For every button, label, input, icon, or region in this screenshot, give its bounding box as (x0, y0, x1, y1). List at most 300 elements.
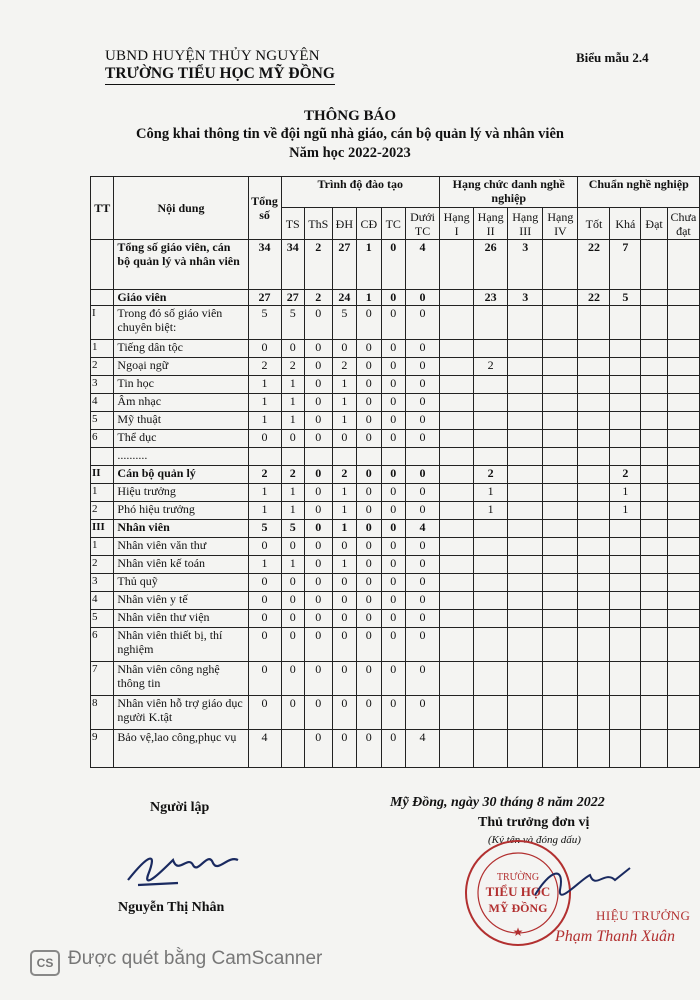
row-value: 1 (248, 412, 281, 430)
row-value: 0 (381, 520, 405, 538)
row-value: 0 (406, 484, 440, 502)
sign-note: (Ký tên và đóng dấu) (488, 834, 581, 846)
row-value: 2 (248, 466, 281, 484)
row-value (543, 358, 578, 376)
row-value: 0 (406, 306, 440, 340)
row-value: 24 (332, 290, 356, 306)
table-row (91, 592, 700, 610)
row-label: Nhân viên công nghệ thông tin (114, 662, 248, 696)
row-value (641, 538, 668, 556)
table-row (91, 520, 700, 538)
row-value: 0 (304, 484, 332, 502)
row-value: 0 (357, 466, 381, 484)
row-value (543, 466, 578, 484)
row-value: 0 (381, 484, 405, 502)
row-value (248, 448, 281, 466)
row-value: 0 (248, 340, 281, 358)
row-label: Phó hiệu trưởng (114, 502, 248, 520)
row-value (667, 340, 699, 358)
row-value (508, 430, 543, 448)
svg-text:★: ★ (512, 925, 524, 939)
row-value: 22 (578, 290, 610, 306)
row-value: 0 (357, 574, 381, 592)
col-hang: Hạng chức danh nghề nghiệp (440, 177, 578, 208)
row-value: 0 (304, 502, 332, 520)
row-value (667, 538, 699, 556)
row-value (508, 574, 543, 592)
col-tt: TT (91, 177, 114, 240)
row-value: 0 (381, 662, 405, 696)
row-number: 1 (91, 484, 114, 502)
row-value: 0 (357, 730, 381, 768)
row-value: 0 (381, 240, 405, 290)
preparer-label: Người lập (150, 800, 210, 815)
row-value (578, 394, 610, 412)
row-value (667, 520, 699, 538)
row-value (508, 610, 543, 628)
row-number: 2 (91, 502, 114, 520)
row-label: Trong đó số giáo viên chuyên biệt: (114, 306, 248, 340)
table-row (91, 448, 700, 466)
row-value: 0 (332, 430, 356, 448)
row-value (474, 520, 508, 538)
row-value (667, 484, 699, 502)
col-tongso: Tổng số (248, 177, 281, 240)
row-value: 1 (332, 502, 356, 520)
row-value (667, 574, 699, 592)
row-number: 6 (91, 628, 114, 662)
row-value (610, 306, 641, 340)
row-value: 0 (281, 538, 304, 556)
row-value (508, 628, 543, 662)
row-label: Tổng số giáo viên, cán bộ quản lý và nhân viên (114, 240, 248, 290)
row-value: 0 (248, 628, 281, 662)
row-value: 1 (248, 502, 281, 520)
row-value (543, 448, 578, 466)
row-value: 0 (406, 290, 440, 306)
col-sub-header: Hạng IV (543, 208, 578, 240)
row-value (578, 502, 610, 520)
row-value (578, 430, 610, 448)
row-value (641, 466, 668, 484)
row-label: Ngoại ngữ (114, 358, 248, 376)
row-value (474, 376, 508, 394)
row-value (667, 412, 699, 430)
row-value (641, 662, 668, 696)
table-row (91, 430, 700, 448)
table-row (91, 376, 700, 394)
row-value: 0 (332, 696, 356, 730)
row-value (641, 730, 668, 768)
row-value (508, 730, 543, 768)
row-value (641, 306, 668, 340)
row-value: 0 (332, 574, 356, 592)
row-value: 0 (304, 306, 332, 340)
row-value (474, 430, 508, 448)
row-label: Nhân viên thiết bị, thí nghiệm (114, 628, 248, 662)
row-number: 2 (91, 358, 114, 376)
row-value (578, 340, 610, 358)
row-value (508, 306, 543, 340)
row-value: 0 (304, 662, 332, 696)
row-value: 1 (332, 520, 356, 538)
row-value (543, 430, 578, 448)
row-value (508, 592, 543, 610)
row-value (578, 592, 610, 610)
row-value: 0 (357, 340, 381, 358)
row-value: 0 (357, 610, 381, 628)
principal-title: HIỆU TRƯỞNG (596, 908, 691, 923)
row-number: 8 (91, 696, 114, 730)
row-value (440, 520, 474, 538)
row-value: 27 (332, 240, 356, 290)
row-value (543, 290, 578, 306)
row-value: 0 (332, 628, 356, 662)
row-value (440, 394, 474, 412)
row-value: 0 (357, 502, 381, 520)
row-label: Nhân viên kế toán (114, 556, 248, 574)
row-value (610, 520, 641, 538)
row-value: 0 (332, 610, 356, 628)
row-number: III (91, 520, 114, 538)
row-label: Tin học (114, 376, 248, 394)
row-value (610, 430, 641, 448)
row-value (543, 240, 578, 290)
row-value: 0 (357, 662, 381, 696)
row-value: 0 (406, 592, 440, 610)
row-value (610, 448, 641, 466)
row-value (474, 448, 508, 466)
row-value: 1 (281, 556, 304, 574)
row-value: 0 (332, 662, 356, 696)
row-value: 0 (281, 340, 304, 358)
row-value: 0 (281, 430, 304, 448)
row-value (667, 730, 699, 768)
row-value: 0 (304, 696, 332, 730)
row-value (667, 448, 699, 466)
row-label: Bảo vệ,lao công,phục vụ (114, 730, 248, 768)
col-sub-header: ĐH (332, 208, 356, 240)
row-value: 1 (281, 412, 304, 430)
row-value: 7 (610, 240, 641, 290)
row-value: 0 (281, 592, 304, 610)
row-label: Thủ quỹ (114, 574, 248, 592)
row-value (667, 696, 699, 730)
row-value (332, 448, 356, 466)
row-value (474, 556, 508, 574)
row-value: 0 (406, 556, 440, 574)
row-value: 0 (304, 520, 332, 538)
row-value (578, 730, 610, 768)
staff-table (90, 176, 700, 768)
row-value (543, 696, 578, 730)
row-value: 0 (381, 290, 405, 306)
row-value (281, 730, 304, 768)
row-value (508, 538, 543, 556)
table-row (91, 538, 700, 556)
row-value (543, 556, 578, 574)
row-value: 1 (332, 394, 356, 412)
row-value: 0 (357, 306, 381, 340)
row-value: 5 (332, 306, 356, 340)
row-value (474, 610, 508, 628)
row-value (543, 376, 578, 394)
row-value: 1 (281, 376, 304, 394)
doc-title: THÔNG BÁO (303, 108, 397, 124)
row-value (543, 662, 578, 696)
row-value: 23 (474, 290, 508, 306)
row-value: 1 (474, 484, 508, 502)
row-value: 2 (332, 466, 356, 484)
preparer-signature (118, 835, 248, 895)
row-value: 5 (281, 306, 304, 340)
row-value (578, 376, 610, 394)
row-value (440, 730, 474, 768)
row-value (440, 430, 474, 448)
row-value: 0 (381, 730, 405, 768)
row-value (543, 730, 578, 768)
row-number: 6 (91, 430, 114, 448)
table-row (91, 412, 700, 430)
row-label: Thể dục (114, 430, 248, 448)
row-value: 0 (357, 592, 381, 610)
row-value (543, 610, 578, 628)
row-value (578, 574, 610, 592)
row-value (610, 628, 641, 662)
table-row (91, 730, 700, 768)
row-value (641, 574, 668, 592)
row-value (440, 340, 474, 358)
row-value: 0 (248, 538, 281, 556)
row-value (508, 484, 543, 502)
row-value: 0 (304, 556, 332, 574)
row-value (406, 448, 440, 466)
row-value (578, 628, 610, 662)
row-value: 2 (281, 466, 304, 484)
row-value: 2 (332, 358, 356, 376)
row-value: 2 (248, 358, 281, 376)
row-value: 4 (406, 730, 440, 768)
table-row (91, 556, 700, 574)
row-value (610, 358, 641, 376)
row-value: 0 (357, 628, 381, 662)
row-value: 1 (281, 502, 304, 520)
row-value: 0 (248, 610, 281, 628)
col-sub-header: Dưới TC (406, 208, 440, 240)
row-value (508, 556, 543, 574)
row-number: I (91, 306, 114, 340)
row-number: 1 (91, 538, 114, 556)
row-value: 0 (381, 306, 405, 340)
row-value: 0 (304, 430, 332, 448)
table-row (91, 662, 700, 696)
table-row (91, 340, 700, 358)
row-value: 1 (332, 412, 356, 430)
row-value (440, 290, 474, 306)
row-value (440, 502, 474, 520)
row-value (543, 574, 578, 592)
row-value: 0 (357, 412, 381, 430)
row-value: 2 (304, 290, 332, 306)
row-value (641, 412, 668, 430)
row-value (641, 240, 668, 290)
row-value: 0 (304, 394, 332, 412)
row-value: 0 (406, 628, 440, 662)
row-value (440, 574, 474, 592)
row-value (440, 448, 474, 466)
row-value (641, 592, 668, 610)
table-row (91, 306, 700, 340)
col-sub-header: TC (381, 208, 405, 240)
row-value: 1 (357, 240, 381, 290)
row-value: 0 (406, 412, 440, 430)
row-value: 0 (381, 574, 405, 592)
row-value: 0 (406, 662, 440, 696)
row-value (440, 610, 474, 628)
table-row (91, 358, 700, 376)
row-label: Tiếng dân tộc (114, 340, 248, 358)
table-row (91, 466, 700, 484)
row-value (543, 340, 578, 358)
row-value (641, 394, 668, 412)
row-value: 3 (508, 290, 543, 306)
row-value (641, 448, 668, 466)
row-value (578, 448, 610, 466)
col-sub-header: Tốt (578, 208, 610, 240)
row-value: 1 (332, 484, 356, 502)
row-value: 3 (508, 240, 543, 290)
row-value: 1 (248, 394, 281, 412)
row-value (508, 412, 543, 430)
row-value (578, 538, 610, 556)
table-row (91, 574, 700, 592)
row-value: 1 (281, 394, 304, 412)
row-value: 0 (381, 556, 405, 574)
row-value: 0 (406, 502, 440, 520)
row-value (667, 430, 699, 448)
row-value: 0 (281, 610, 304, 628)
row-number: 5 (91, 610, 114, 628)
row-value (474, 592, 508, 610)
row-number (91, 448, 114, 466)
row-value: 4 (406, 520, 440, 538)
col-sub-header: Chưa đạt (667, 208, 699, 240)
row-value (610, 412, 641, 430)
row-label: Hiệu trưởng (114, 484, 248, 502)
row-value (667, 466, 699, 484)
row-value: 0 (381, 412, 405, 430)
svg-text:TRƯỜNG: TRƯỜNG (496, 872, 540, 883)
table-row (91, 628, 700, 662)
row-value: 0 (304, 574, 332, 592)
row-value (543, 502, 578, 520)
row-value: 0 (304, 412, 332, 430)
date-line: Mỹ Đồng, ngày 30 tháng 8 năm 2022 (390, 795, 605, 810)
row-value (641, 430, 668, 448)
row-value: 0 (304, 610, 332, 628)
row-value: 0 (332, 730, 356, 768)
row-value (474, 628, 508, 662)
row-value: 1 (474, 502, 508, 520)
row-value: 0 (381, 610, 405, 628)
row-value (667, 628, 699, 662)
row-value: 27 (248, 290, 281, 306)
row-value: 1 (332, 556, 356, 574)
row-value (641, 502, 668, 520)
row-value (578, 556, 610, 574)
row-value (667, 306, 699, 340)
row-value: 0 (406, 358, 440, 376)
row-value (667, 358, 699, 376)
row-value (474, 306, 508, 340)
row-value (440, 662, 474, 696)
row-value: 0 (248, 592, 281, 610)
row-value: 1 (357, 290, 381, 306)
row-value: 0 (304, 340, 332, 358)
row-value (508, 466, 543, 484)
row-value: 0 (332, 340, 356, 358)
row-value (508, 394, 543, 412)
row-value (440, 240, 474, 290)
row-value (508, 502, 543, 520)
row-number: 3 (91, 376, 114, 394)
row-value (381, 448, 405, 466)
row-value: 0 (304, 358, 332, 376)
row-value: 0 (406, 394, 440, 412)
row-value (610, 610, 641, 628)
row-value (641, 520, 668, 538)
row-value (440, 556, 474, 574)
row-value (543, 538, 578, 556)
row-value (667, 290, 699, 306)
row-value: 0 (332, 538, 356, 556)
row-value: 0 (304, 628, 332, 662)
row-value (508, 696, 543, 730)
row-value (641, 358, 668, 376)
row-label: Nhân viên (114, 520, 248, 538)
principal-name: Phạm Thanh Xuân (555, 928, 675, 945)
col-sub-header: Hạng II (474, 208, 508, 240)
row-value (474, 538, 508, 556)
row-value (508, 376, 543, 394)
row-value (578, 696, 610, 730)
row-value: 0 (406, 466, 440, 484)
row-label: Âm nhạc (114, 394, 248, 412)
preparer-name: Nguyễn Thị Nhân (118, 900, 225, 915)
row-value (641, 340, 668, 358)
col-sub-header: Đạt (641, 208, 668, 240)
row-value: 0 (304, 592, 332, 610)
row-label: Nhân viên y tế (114, 592, 248, 610)
row-value: 0 (406, 574, 440, 592)
row-value (440, 358, 474, 376)
row-value: 0 (406, 696, 440, 730)
row-value (610, 696, 641, 730)
table-row (91, 484, 700, 502)
row-value (578, 484, 610, 502)
row-value: 1 (248, 556, 281, 574)
row-label: .......... (114, 448, 248, 466)
row-value: 5 (281, 520, 304, 538)
row-value (610, 662, 641, 696)
row-value (667, 394, 699, 412)
row-value: 1 (248, 484, 281, 502)
row-value (641, 610, 668, 628)
svg-text:MỸ ĐỒNG: MỸ ĐỒNG (488, 901, 548, 915)
row-value: 0 (381, 696, 405, 730)
row-value (610, 730, 641, 768)
col-sub-header: Khá (610, 208, 641, 240)
